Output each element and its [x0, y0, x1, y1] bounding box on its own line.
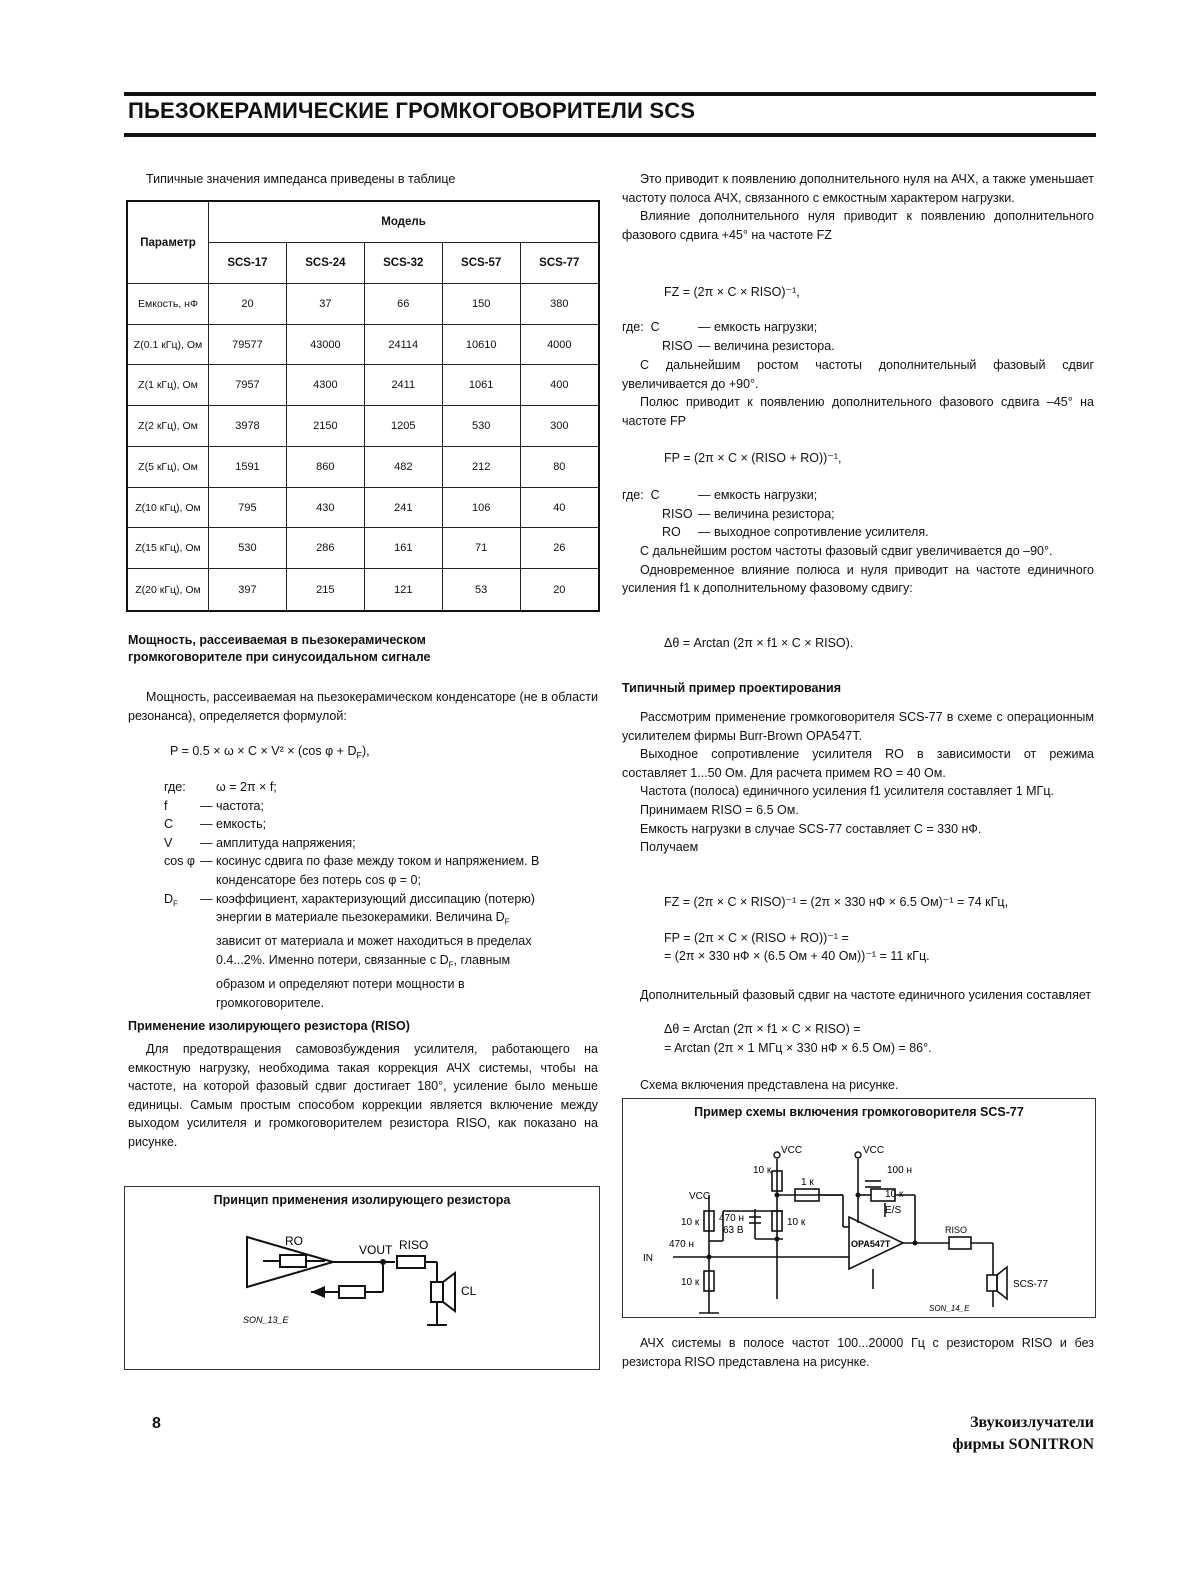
table-cell: 860	[286, 446, 364, 487]
table-cell: 795	[209, 487, 287, 528]
table-cell: 26	[520, 528, 599, 569]
power-where-list: где: ω = 2π × f; f — частота; C — емкость; V — амплитуда напряжения; cos φ — косинус сдвига по фазе между током и напряжением. В конденсаторе без потерь cos φ = 0; $D_F$ — коэффициент, характеризующий диссипацию (потерю) энергии в материале пьезокерамики. Величина $D_F$ зависит от материала и может находиться в пределах 0.4...2%. Именно потери, связанные с $D_F$, главным образом и определяют потери мощности в громкоговорителе.	[164, 780, 540, 1010]
table-cell: 4300	[286, 365, 364, 406]
svg-text:100 н: 100 н	[887, 1165, 912, 1176]
table-row	[127, 569, 599, 611]
example-text-3: Схема включения представлена на рисунке.	[640, 1078, 899, 1092]
svg-text:RISO: RISO	[399, 1238, 429, 1252]
speaker-cone	[443, 1273, 455, 1311]
table-cell: 106	[442, 487, 520, 528]
table-cell: 71	[442, 528, 520, 569]
table-cell: 215	[286, 569, 364, 611]
table-cell: 40	[520, 487, 599, 528]
table-cell: 4000	[520, 324, 599, 365]
table-row	[127, 487, 599, 528]
table-cell: 37	[286, 284, 364, 325]
svg-text:10 к: 10 к	[681, 1277, 700, 1288]
where-list-1: где: C — емкость нагрузки; RISO — величина резистора.	[622, 320, 835, 353]
svg-text:SON_13_E: SON_13_E	[243, 1315, 289, 1325]
svg-text:VCC: VCC	[689, 1191, 711, 1202]
svg-text:CL: CL	[461, 1284, 477, 1298]
table-cell: 150	[442, 284, 520, 325]
example-heading: Типичный пример проектирования	[622, 681, 842, 695]
svg-text:63 В: 63 В	[723, 1225, 744, 1236]
where-list-2: где: C — емкость нагрузки; RISO — величина резистора; RO — выходное сопротивление усилителя.	[622, 488, 929, 540]
row-label: Z(5 кГц), Ом	[127, 446, 209, 487]
example-text-2: Дополнительный фазовый сдвиг на частоте единичного усиления составляет	[640, 988, 1092, 1002]
table-cell: 20	[209, 284, 287, 325]
table-cell: 212	[442, 446, 520, 487]
svg-text:OPA547T: OPA547T	[851, 1239, 891, 1249]
formula-dtheta-calc-1: Δθ = Arctan (2π × f1 × C × RISO) =	[664, 1022, 861, 1036]
table-cell: 1205	[364, 406, 442, 447]
right-para-2: С дальнейшим ростом частоты дополнительный фазовый сдвиг увеличивается до +90°. Полюс приводит к появлению дополнительного фазового сдвига –45° на частоте FP	[622, 358, 1094, 428]
row-label: Z(0.1 кГц), Ом	[127, 324, 209, 365]
page-title: ПЬЕЗОКЕРАМИЧЕСКИЕ ГРОМКОГОВОРИТЕЛИ SCS	[128, 98, 696, 123]
iso-heading: Применение изолирующего резистора (RISO)	[128, 1019, 410, 1033]
svg-text:470 н: 470 н	[719, 1213, 744, 1224]
svg-text:10 к: 10 к	[787, 1217, 806, 1228]
table-cell: 397	[209, 569, 287, 611]
formula-fp-calc-2: = (2π × 330 нФ × (6.5 Ом + 40 Ом))⁻¹ = 11 кГц.	[664, 949, 930, 963]
power-formula: P = 0.5 × ω × C × V² × (cos $\varphi + D_F$),	[170, 744, 370, 761]
table-row	[127, 446, 599, 487]
row-label: Z(20 кГц), Ом	[127, 569, 209, 611]
table-cell: 161	[364, 528, 442, 569]
figure-caption: Принцип применения изолирующего резистора	[213, 1193, 511, 1207]
power-heading: Мощность, рассеиваемая в пьезокерамическом громкоговорителе при синусоидальном сигнале	[128, 633, 431, 664]
svg-text:1 к: 1 к	[801, 1177, 814, 1188]
example-text: Рассмотрим применение громкоговорителя SCS-77 в схеме с операционным усилителем фирмы Burr-Brown OPA547T. Выходное сопротивление усилителя RO в зависимости от режима составляет 1...50 Ом. Для расчета примем RO = 40 Ом. Частота (полоса) единичного усиления f1 усилителя составляет 1 МГц. Принимаем RISO = 6.5 Ом. Емкость нагрузки в случае SCS-77 составляет C = 330 нФ. Получаем	[622, 710, 1094, 855]
power-text: Мощность, рассеиваемая на пьезокерамическом конденсаторе (не в области резонанса), определяется формулой:	[128, 690, 598, 723]
svg-text:VCC: VCC	[863, 1145, 885, 1156]
table-cell: 430	[286, 487, 364, 528]
header-rule-bottom	[124, 133, 1096, 137]
svg-text:E/S: E/S	[885, 1205, 902, 1216]
table-cell: 121	[364, 569, 442, 611]
table-cell: 7957	[209, 365, 287, 406]
table-cell: 530	[442, 406, 520, 447]
model-column-header: SCS-32	[364, 243, 442, 284]
table-cell: 80	[520, 446, 599, 487]
svg-text:10 к: 10 к	[885, 1189, 904, 1200]
table-cell: 10610	[442, 324, 520, 365]
row-label: Z(10 кГц), Ом	[127, 487, 209, 528]
svg-text:SCS-77: SCS-77	[1013, 1279, 1049, 1290]
table-row	[127, 324, 599, 365]
table-row	[127, 365, 599, 406]
table-row	[127, 406, 599, 447]
formula-dtheta: Δθ = Arctan (2π × f1 × C × RISO).	[664, 636, 854, 650]
figure-caption: Пример схемы включения громкоговорителя SCS-77	[694, 1105, 1024, 1119]
table-cell: 1591	[209, 446, 287, 487]
formula-fp-calc-1: FP = (2π × C × (RISO + RO))⁻¹ =	[664, 931, 849, 945]
table-cell: 530	[209, 528, 287, 569]
isolating-resistor-schematic	[125, 1187, 599, 1369]
formula-fz: FZ = (2π × C × RISO)⁻¹,	[664, 285, 800, 299]
closing-text: АЧХ системы в полосе частот 100...20000 Гц с резистором RISO и без резистора RISO представлена на рисунке.	[622, 1336, 1094, 1369]
table-cell: 286	[286, 528, 364, 569]
ro-resistor	[280, 1255, 306, 1267]
svg-text:10 к: 10 к	[681, 1217, 700, 1228]
model-column-header: SCS-57	[442, 243, 520, 284]
table-cell: 79577	[209, 324, 287, 365]
right-para-3: С дальнейшим ростом частоты фазовый сдвиг увеличивается до –90°. Одновременное влияние полюса и нуля приводит на частоте единичного усиления f1 к дополнительному фазовому сдвигу:	[622, 544, 1094, 596]
table-cell: 2411	[364, 365, 442, 406]
table-row	[127, 528, 599, 569]
figure-isolating-resistor	[124, 1186, 600, 1370]
row-label: Z(2 кГц), Ом	[127, 406, 209, 447]
svg-text:RISO: RISO	[945, 1225, 968, 1235]
model-column-header: SCS-17	[209, 243, 287, 284]
model-header: Модель	[209, 201, 600, 243]
row-label: Z(1 кГц), Ом	[127, 365, 209, 406]
formula-fp: FP = (2π × C × (RISO + RO))⁻¹,	[664, 451, 842, 465]
param-header: Параметр	[127, 201, 209, 284]
table-cell: 3978	[209, 406, 287, 447]
table-cell: 2150	[286, 406, 364, 447]
table-cell: 300	[520, 406, 599, 447]
page-number: 8	[152, 1415, 161, 1432]
table-row	[127, 284, 599, 325]
riso-resistor	[397, 1256, 425, 1268]
scs77-schematic	[623, 1099, 1095, 1317]
figure-scs77-circuit	[622, 1098, 1096, 1318]
formula-fz-calc: FZ = (2π × C × RISO)⁻¹ = (2π × 330 нФ × 6.5 Ом)⁻¹ = 74 кГц,	[664, 895, 1009, 909]
header-rule-top	[124, 92, 1096, 96]
table-cell: 43000	[286, 324, 364, 365]
right-intro: Это приводит к появлению дополнительного нуля на АЧХ, а также уменьшает частоту полоса АЧХ, связанного с емкостным характером нагрузки. Влияние дополнительного нуля приводит к появлению дополнительного фазового сдвига +45° на частоте FZ	[622, 172, 1094, 242]
table-cell: 24114	[364, 324, 442, 365]
model-column-header: SCS-77	[520, 243, 599, 284]
speaker-body	[431, 1282, 443, 1302]
table-cell: 1061	[442, 365, 520, 406]
model-column-header: SCS-24	[286, 243, 364, 284]
iso-text: Для предотвращения самовозбуждения усилителя, работающего на емкостную нагрузку, необходима такая коррекция АЧХ системы, чтобы на частоте, на которой фазовый сдвиг достигает 180°, усиление было меньше единицы. Самым простым способом коррекции является включение между выходом усилителя и громкоговорителем резистора RISO, как показано на рисунке.	[128, 1042, 598, 1149]
footer-publisher: Звукоизлучатели фирмы SONITRON	[952, 1414, 1094, 1453]
table-cell: 53	[442, 569, 520, 611]
row-label: Z(15 кГц), Ом	[127, 528, 209, 569]
formula-dtheta-calc-2: = Arctan (2π × 1 МГц × 330 нФ × 6.5 Ом) = 86°.	[664, 1041, 932, 1055]
row-label: Емкость, нФ	[127, 284, 209, 325]
table-cell: 482	[364, 446, 442, 487]
svg-text:470 н: 470 н	[669, 1239, 694, 1250]
svg-text:SON_14_E: SON_14_E	[929, 1304, 970, 1313]
svg-text:VOUT: VOUT	[359, 1243, 393, 1257]
svg-text:VCC: VCC	[781, 1145, 803, 1156]
table-cell: 400	[520, 365, 599, 406]
table-cell: 20	[520, 569, 599, 611]
table-intro: Типичные значения импеданса приведены в таблице	[146, 172, 456, 186]
table-cell: 66	[364, 284, 442, 325]
table-cell: 241	[364, 487, 442, 528]
impedance-table	[126, 200, 600, 612]
svg-text:RO: RO	[285, 1234, 303, 1248]
table-cell: 380	[520, 284, 599, 325]
svg-text:IN: IN	[643, 1253, 653, 1264]
svg-text:10 к: 10 к	[753, 1165, 772, 1176]
